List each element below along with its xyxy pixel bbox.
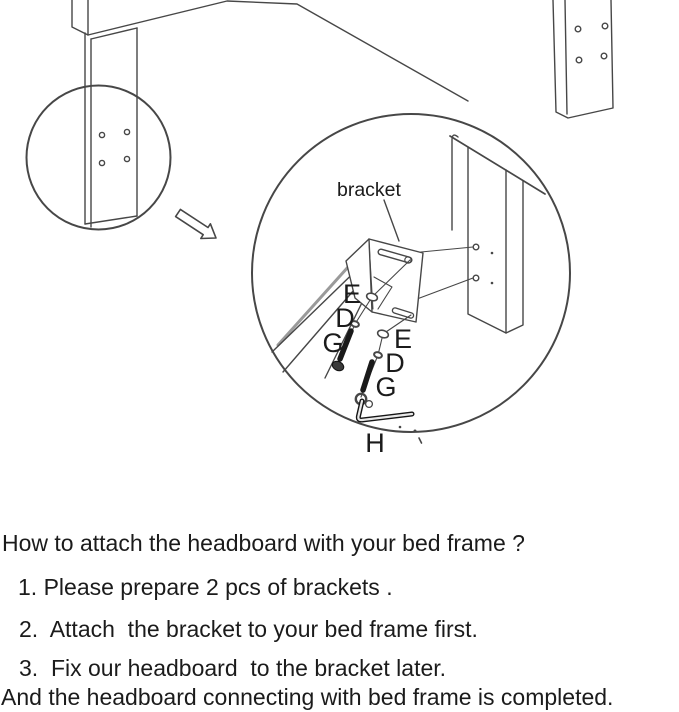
frame-leg-side-face xyxy=(506,181,523,333)
frame-leg-hole-dot xyxy=(491,252,494,255)
debris-dot xyxy=(414,430,417,433)
bolt-g2-shaft xyxy=(363,362,372,390)
instruction-step-2: 2. Attach the bracket to your bed frame first. xyxy=(19,616,478,642)
label-g1: G xyxy=(322,328,344,358)
bracket-leader xyxy=(384,200,399,241)
frame-leg-hole xyxy=(473,275,479,281)
instruction-step-3: 3. Fix our headboard to the bracket later. xyxy=(19,655,447,681)
instruction-step-1: 1. Please prepare 2 pcs of brackets . xyxy=(18,574,393,600)
bolt-g2-head-ring-small xyxy=(366,401,373,408)
frame-leg-hole xyxy=(473,244,479,250)
label-g2: G xyxy=(375,372,397,402)
post-hole xyxy=(601,53,607,59)
frame-leg-hole-dot xyxy=(491,282,494,285)
leg-hole xyxy=(124,129,129,134)
debris-dot xyxy=(399,426,402,429)
zoom-arrow-icon xyxy=(176,209,216,238)
post-hole xyxy=(575,26,581,32)
magnifier-circle xyxy=(27,86,171,230)
leader-to-hole-bottom xyxy=(417,278,473,299)
leg-side-face xyxy=(72,0,88,35)
frame-leg-detail xyxy=(450,135,545,333)
post-edge-line xyxy=(565,0,567,114)
washer-d2 xyxy=(373,351,382,359)
bracket-label: bracket xyxy=(337,179,401,201)
leg-hole xyxy=(99,132,104,137)
allen-key xyxy=(358,401,412,420)
frame-leg-front-face xyxy=(468,147,506,333)
leg-hole xyxy=(99,160,104,165)
leader-to-hole-top xyxy=(421,247,473,252)
debris-marks xyxy=(399,426,422,443)
instructions-title: How to attach the headboard with your bed frame ? xyxy=(2,530,525,556)
headboard-post xyxy=(553,0,613,118)
headboard-bottom-edge xyxy=(88,1,468,101)
post-hole xyxy=(602,23,608,29)
label-d2: D xyxy=(385,348,405,378)
post-hole xyxy=(576,57,582,63)
label-e1: E xyxy=(342,279,362,309)
label-h: H xyxy=(365,428,385,458)
label-d1: D xyxy=(335,303,355,333)
debris-tick xyxy=(419,438,422,443)
leg-hole xyxy=(124,156,129,161)
instructions-footer: And the headboard connecting with bed frame is completed. xyxy=(1,684,614,710)
frame-leg-back-corner xyxy=(452,135,458,230)
frame-leg-top-cut xyxy=(450,136,545,194)
leg-top-edge xyxy=(91,28,137,39)
label-e2: E xyxy=(393,324,413,354)
